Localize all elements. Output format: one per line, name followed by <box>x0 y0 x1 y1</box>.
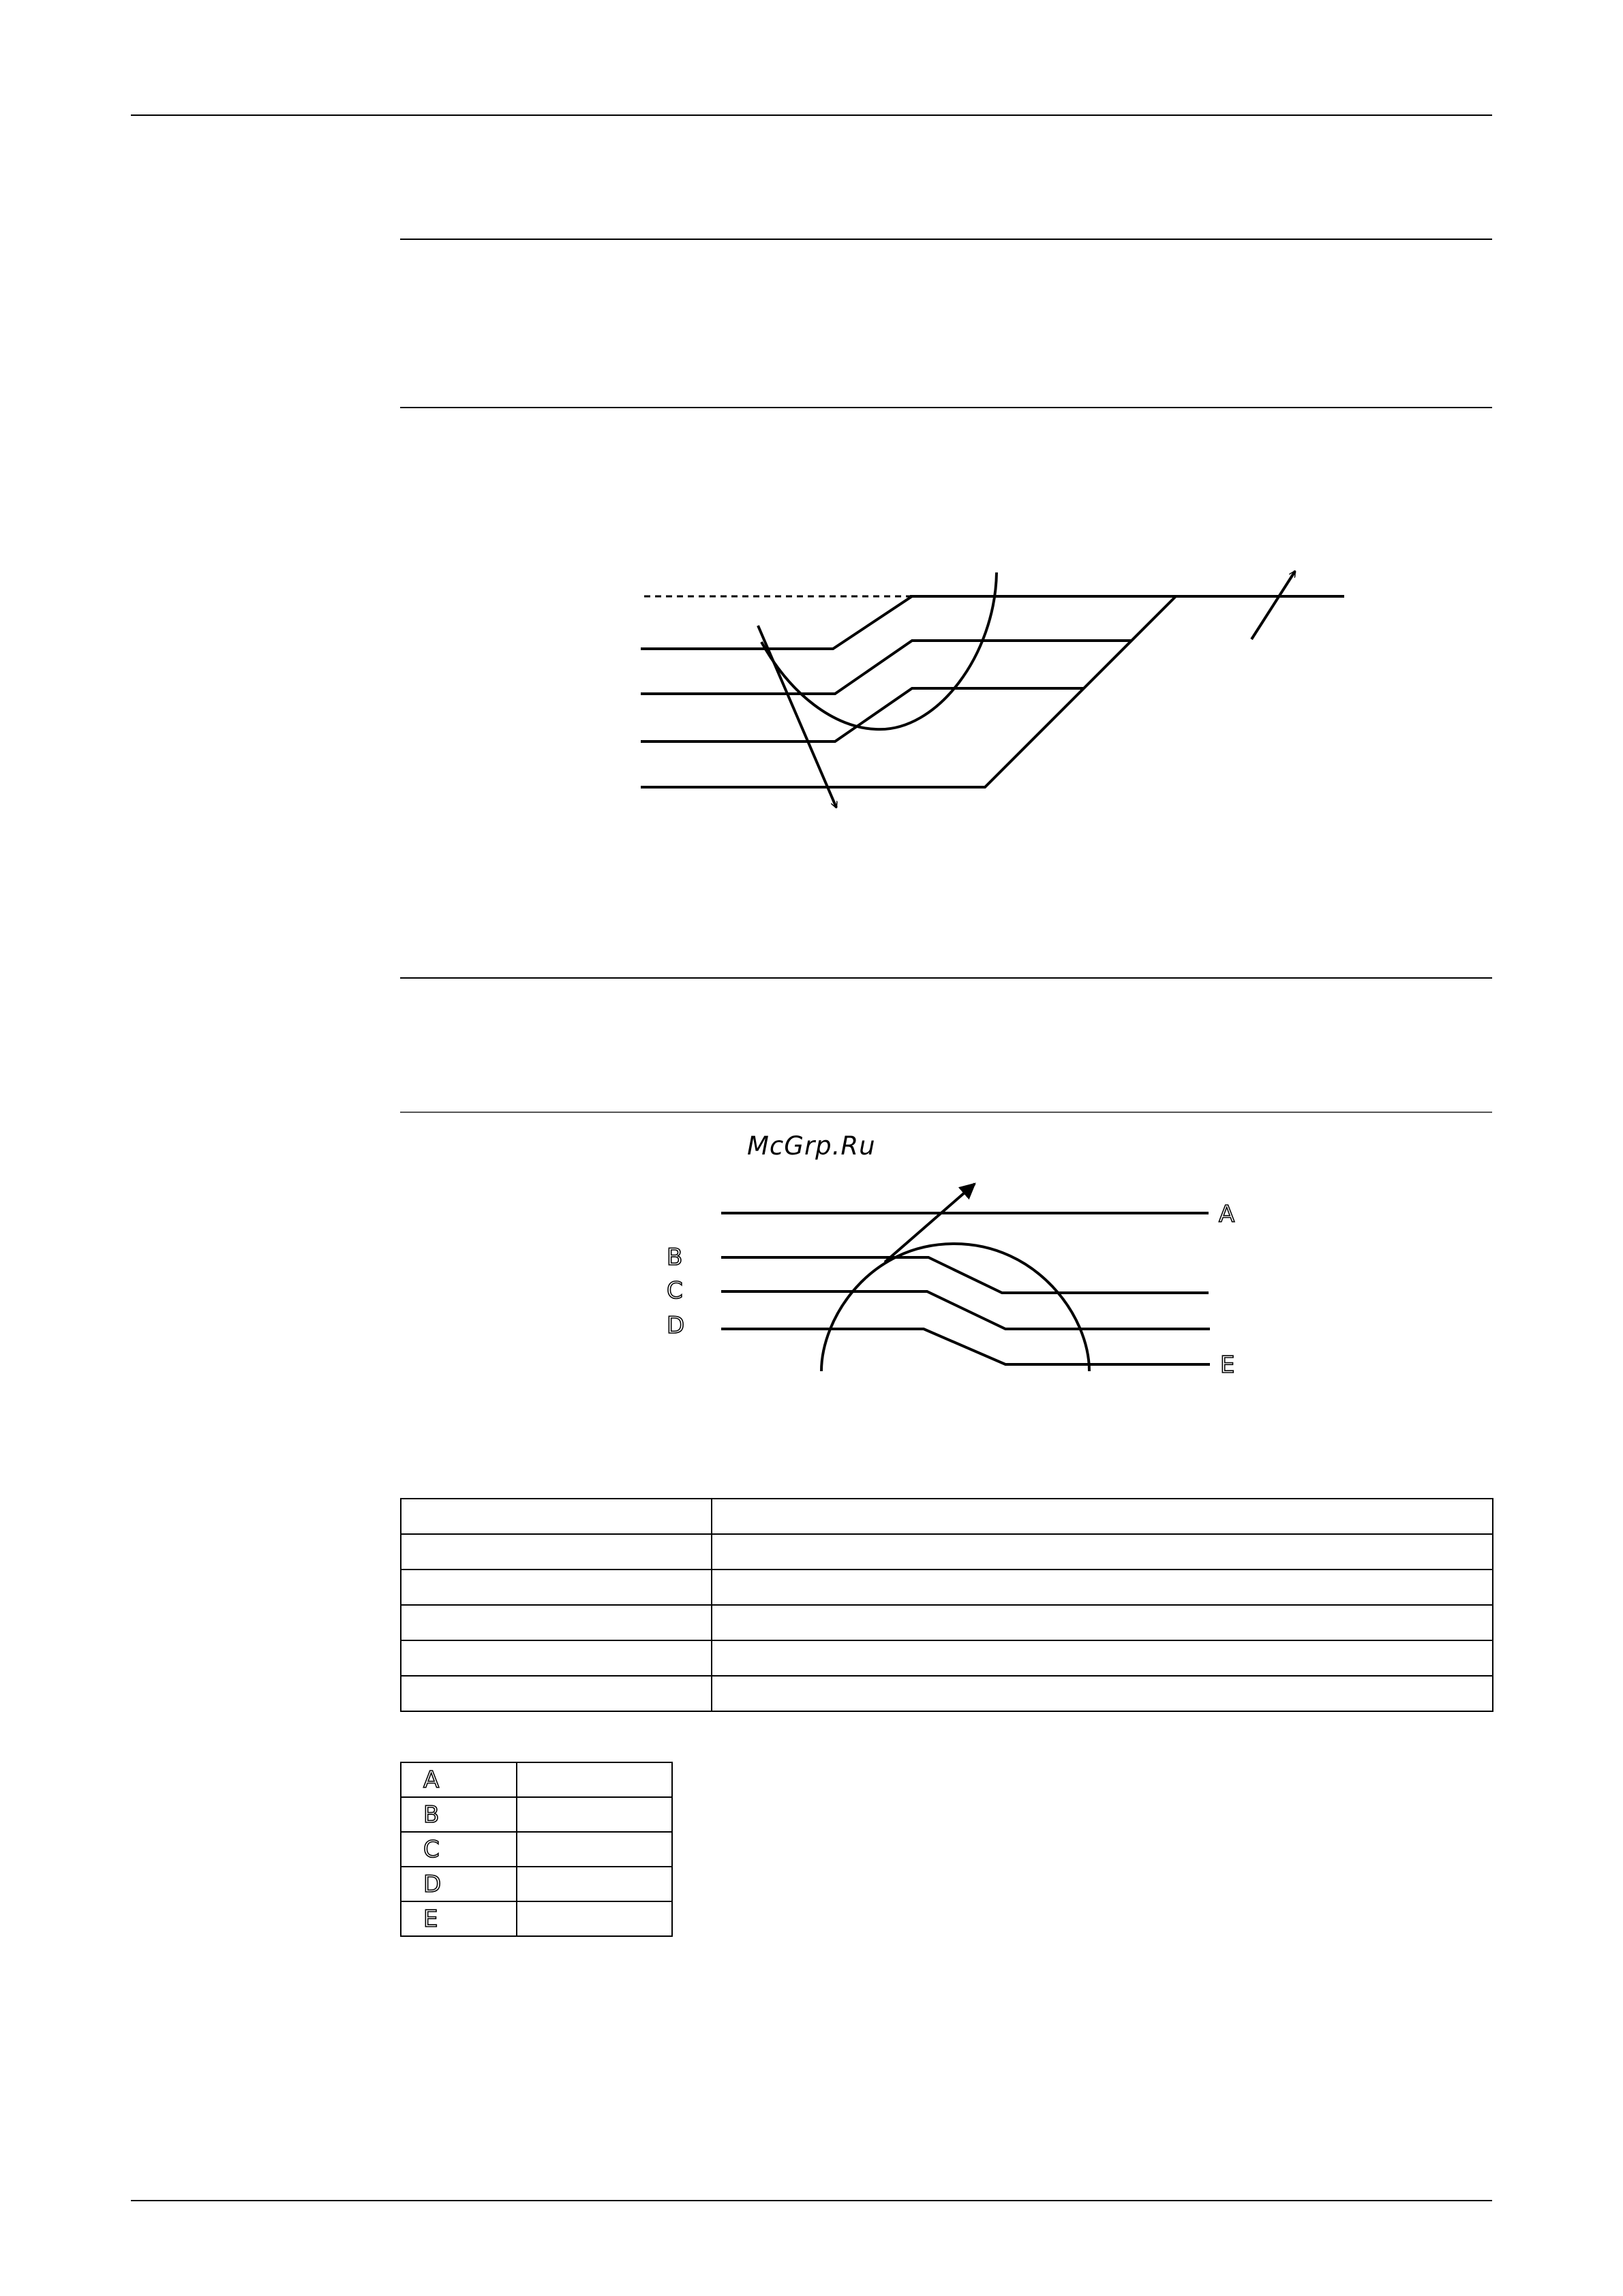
legend-value <box>517 1867 672 1901</box>
legend-value <box>517 1901 672 1936</box>
legend-table <box>400 1762 673 1937</box>
figure-2-label-e: E <box>1220 1351 1235 1379</box>
table-row <box>401 1534 1493 1570</box>
table-row <box>401 1832 672 1867</box>
table-row <box>401 1605 1493 1640</box>
figure-2-arrow <box>885 1184 975 1262</box>
legend-value <box>517 1762 672 1797</box>
table-cell <box>401 1499 712 1534</box>
table-cell <box>401 1605 712 1640</box>
table-cell <box>401 1570 712 1605</box>
figure-2-label-d: D <box>667 1312 685 1339</box>
table-cell <box>401 1676 712 1711</box>
footer-rule <box>131 2200 1492 2201</box>
table-cell <box>712 1676 1493 1711</box>
table-row <box>401 1640 1493 1676</box>
figure-2-label-b: B <box>667 1244 683 1271</box>
figure-2-line-d <box>721 1329 1210 1364</box>
table-cell <box>401 1534 712 1570</box>
figure-2-label-a: A <box>1219 1201 1235 1228</box>
table-row <box>401 1676 1493 1711</box>
table-cell <box>401 1640 712 1676</box>
legend-value <box>517 1832 672 1867</box>
table-cell <box>712 1499 1493 1534</box>
figure-2-line-c <box>721 1291 1210 1329</box>
legend-key: E <box>401 1901 517 1936</box>
legend-key: B <box>401 1797 517 1832</box>
table-row <box>401 1867 672 1901</box>
legend-key: D <box>401 1867 517 1901</box>
legend-value <box>517 1797 672 1832</box>
table-cell <box>712 1640 1493 1676</box>
main-table <box>400 1498 1493 1712</box>
table-cell <box>712 1534 1493 1570</box>
figure-2-label-c: C <box>667 1277 683 1304</box>
watermark-text: McGrp.Ru <box>747 1131 876 1161</box>
table-row <box>401 1762 672 1797</box>
table-row <box>401 1570 1493 1605</box>
legend-key: C <box>401 1832 517 1867</box>
table-row <box>401 1797 672 1832</box>
figure-2-line-b <box>721 1257 1209 1293</box>
figure-2-semicircle <box>821 1244 1089 1371</box>
table-cell <box>712 1570 1493 1605</box>
table-row <box>401 1499 1493 1534</box>
legend-key: A <box>401 1762 517 1797</box>
table-cell <box>712 1605 1493 1640</box>
table-row <box>401 1901 672 1936</box>
